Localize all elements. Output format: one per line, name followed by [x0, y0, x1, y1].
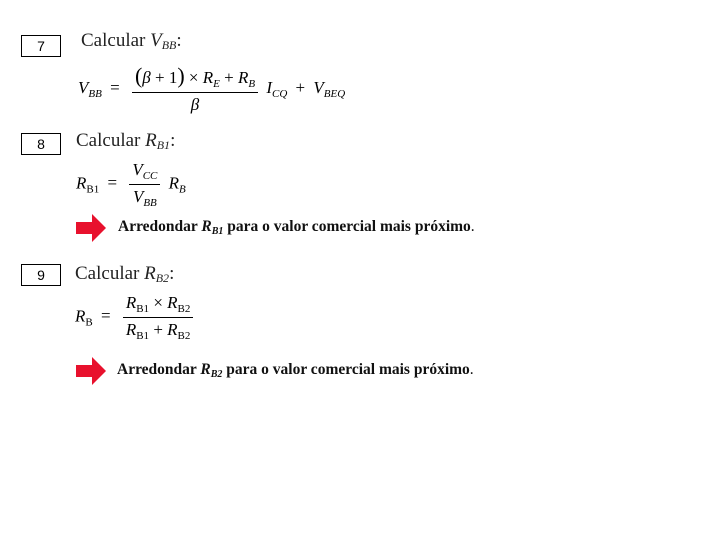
- vbb-fraction: $\frac{(\beta + 1) \times R_E + R_B}{\beta}$: [132, 63, 258, 115]
- rb1-formula: $R_{B1}$ = $\frac{V_{CC}}{V_{BB}}$ $R_B$: [76, 160, 186, 209]
- red-arrow-icon: [76, 214, 106, 242]
- vbb-formula: $V_{BB}$ = $\frac{(\beta + 1) \times R_E + R_B}{\beta}$ $I_{CQ} + V_{BEQ}$: [78, 63, 346, 114]
- rb1-fraction: $\frac{V_{CC}}{V_{BB}}$: [129, 160, 160, 209]
- step-number-9: 9: [21, 264, 61, 286]
- step-number-8: 8: [21, 133, 61, 155]
- rb2-rounding-note: Arredondar $R_{B2}$ para o valor comercial mais próximo.: [117, 361, 474, 380]
- step-7-heading: Calcular $V_{BB}$:: [81, 30, 182, 52]
- rb-parallel-formula: $R_B$ = $\frac{R_{B1} \times R_{B2}}{R_{B1} + R_{B2}}$: [75, 293, 197, 342]
- red-arrow-icon: [76, 357, 106, 385]
- rb-parallel-fraction: $\frac{R_{B1} \times R_{B2}}{R_{B1} + R_{B2}}$: [123, 293, 194, 342]
- step-number-7: 7: [21, 35, 61, 57]
- step-8-heading: Calcular $R_{B1}$:: [76, 130, 176, 152]
- step-9-heading: Calcular $R_{B2}$:: [75, 263, 175, 285]
- rb1-rounding-note: Arredondar $R_{B1}$ para o valor comercial mais próximo.: [118, 218, 475, 237]
